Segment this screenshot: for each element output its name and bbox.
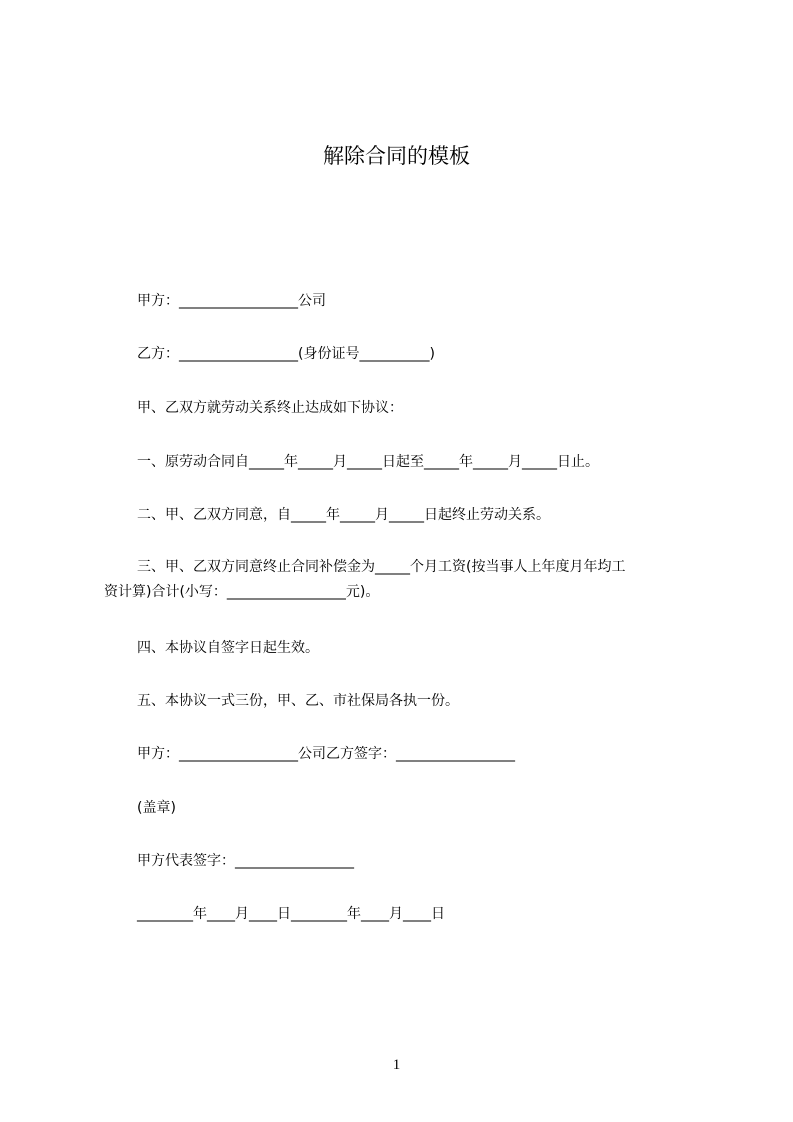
seal-note: (盖章) (137, 800, 176, 816)
clause-5: 五、本协议一式三份，甲、乙、市社保局各执一份。 (137, 693, 459, 709)
clause-3-line-2: 资计算)合计(小写：_________________元)。 (104, 584, 380, 600)
clause-2: 二、甲、乙双方同意，自_____年_____月_____日起终止劳动关系。 (137, 507, 550, 523)
party-b-line: 乙方：_________________(身份证号__________) (137, 346, 435, 362)
clause-1: 一、原劳动合同自_____年_____月_____日起至_____年_____月_____日止。 (137, 454, 599, 470)
clause-4: 四、本协议自签字日起生效。 (137, 640, 319, 656)
agreement-intro: 甲、乙双方就劳动关系终止达成如下协议： (137, 400, 403, 416)
representative-signature-line: 甲方代表签字：_________________ (137, 853, 354, 869)
document-title: 解除合同的模板 (323, 144, 470, 168)
page-number: 1 (392, 1057, 401, 1073)
party-a-line: 甲方：_________________公司 (137, 293, 326, 309)
signature-line: 甲方：_________________公司乙方签字：_________________ (137, 746, 515, 762)
date-line: ________年____月____日________年____月____日 (137, 906, 445, 922)
clause-3-line-1: 三、甲、乙双方同意终止合同补偿金为_____个月工资(按当事人上年度月年均工 (137, 559, 626, 575)
clause-3 (104, 555, 714, 605)
